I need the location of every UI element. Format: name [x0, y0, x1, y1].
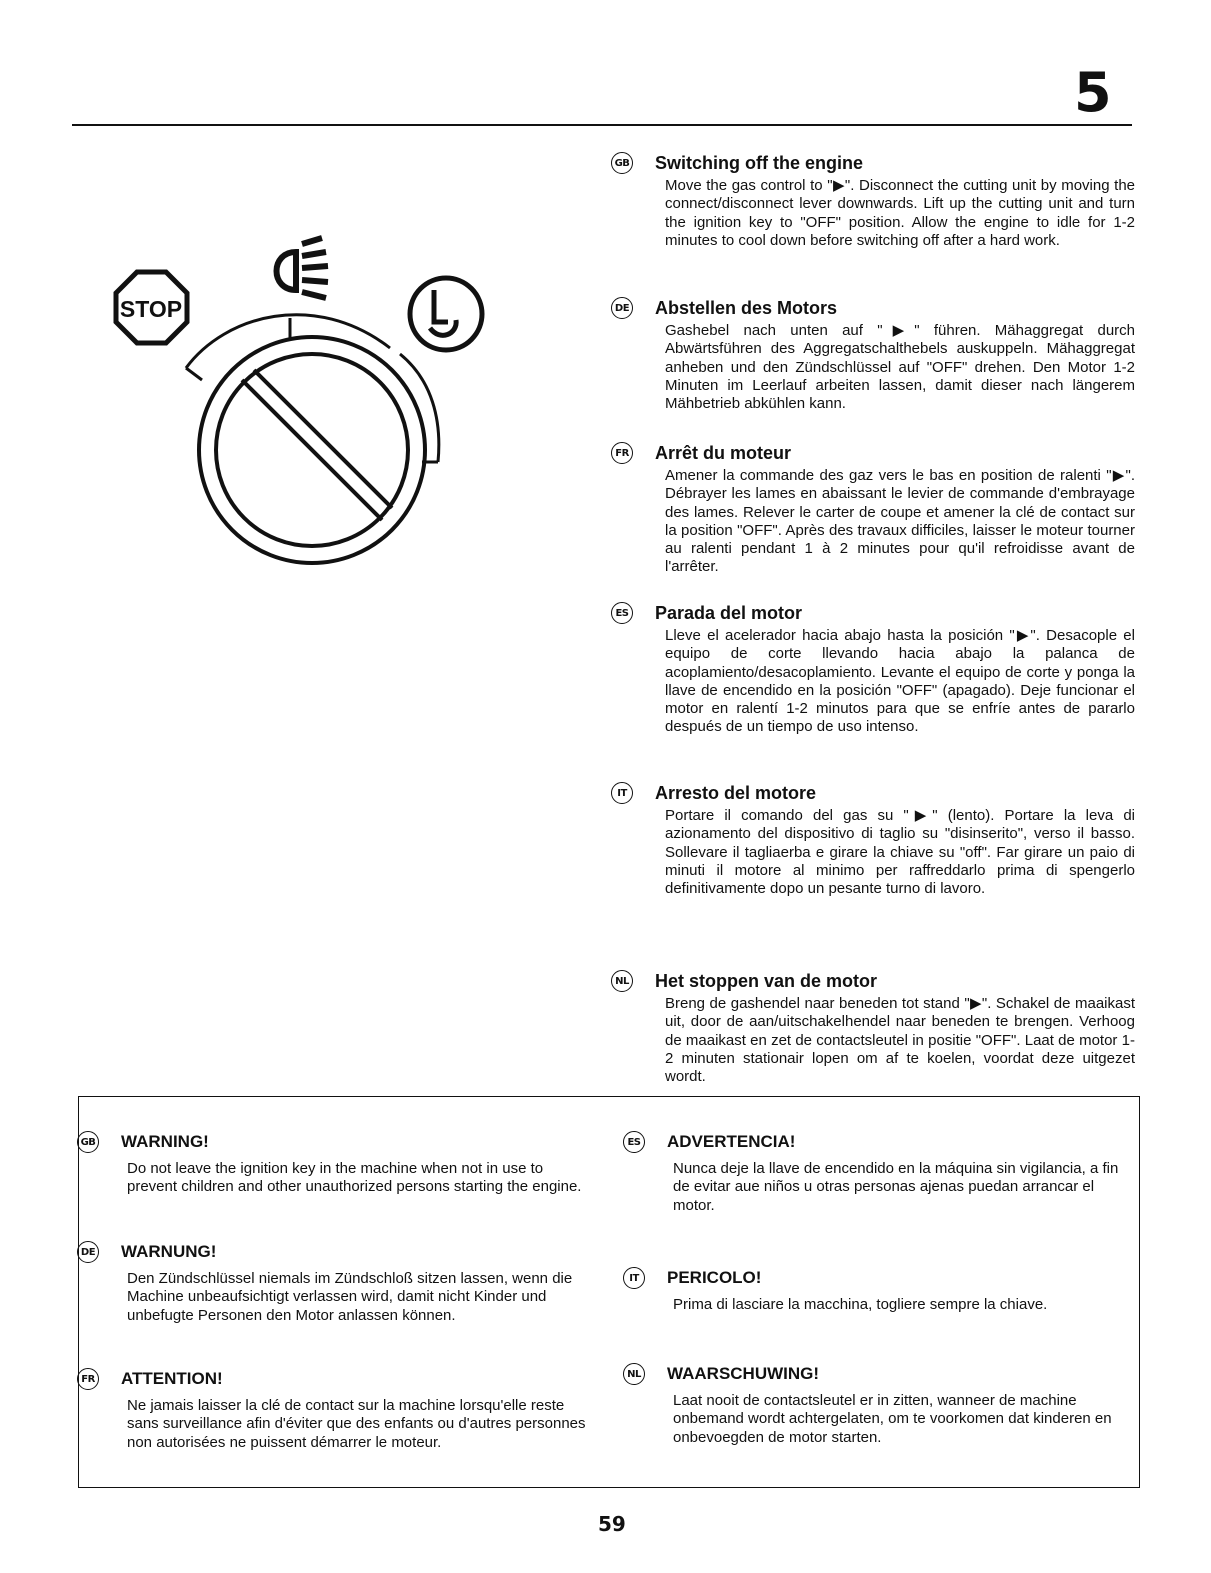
warning-title: ATTENTION!	[121, 1369, 223, 1388]
stop-label: STOP	[119, 296, 183, 322]
section-text: Gashebel nach unten auf "▶" führen. Mähaggregat durch Abwärtsführen des Aggregatschalthebels auskuppeln. Mähaggregat anheben und den Zündschlüssel auf "OFF" drehen. Den Motor 1-2 Minuten im Leerlauf arbeiten lassen, damit dieser nach längerem Mähbetrieb abkühlen kann.	[665, 322, 1135, 413]
section-es	[615, 600, 1135, 737]
switch-dial	[186, 315, 439, 563]
lang-it-icon: IT	[611, 782, 633, 804]
warning-text: Prima di lasciare la macchina, togliere sempre la chiave.	[673, 1296, 1048, 1313]
warning-it	[629, 1264, 1133, 1314]
chapter-number: 5	[1074, 61, 1112, 124]
section-text: Amener la commande des gaz vers le bas en position de ralenti "▶". Débrayer les lames en abaissant le levier de commande d'embrayage des lames. Relever le carter de coupe et amener la clé de contact sur la position "OFF". Après des travaux difficiles, laisser le moteur tourner au ralenti pendant 1 à 2 minutes pour qu'il refroidisse avant de l'arrêter.	[665, 467, 1135, 576]
section-title: Arrêt du moteur	[655, 442, 792, 463]
warning-title: WARNUNG!	[121, 1242, 217, 1261]
warning-title: ADVERTENCIA!	[667, 1132, 796, 1151]
ignition-switch-illustration	[100, 230, 500, 600]
warning-title: PERICOLO!	[667, 1268, 762, 1287]
section-text: Move the gas control to "▶". Disconnect the cutting unit by moving the connect/disconnect lever downwards. Lift up the cutting unit and turn the ignition key to "OFF" position. Allow the engine to idle for 1-2 minutes to cool down before switching off after a hard work.	[665, 177, 1135, 249]
lang-es-icon: ES	[623, 1131, 645, 1153]
warning-title: WARNING!	[121, 1132, 209, 1151]
headlight-icon	[277, 238, 329, 298]
lang-gb-icon: GB	[611, 152, 633, 174]
warning-de	[80, 1238, 587, 1325]
warning-nl	[627, 1360, 1133, 1447]
section-text: Breng de gashendel naar beneden tot stand "▶". Schakel de maaikast uit, door de aan/uitschakelhendel naar beneden te brengen. Verhoog de maaikast en zet de contactsleutel in positie "OFF". Laat de motor 1-2 minuten stationair lopen om af te koelen, voordat deze uitgezet wordt.	[665, 995, 1135, 1086]
section-text: Portare il comando del gas su "▶" (lento). Portare la leva di azionamento del dispositivo di taglio su "disinserito", verso il basso. Sollevare il tagliaerba e girare la chiave su "off". Far girare un paio di minuti il motore al minimo per raffreddarlo prima di spengerlo definitivamente dopo un pesante turno di lavoro.	[665, 807, 1135, 898]
lang-it-icon: IT	[623, 1267, 645, 1289]
stop-sign-icon	[116, 272, 187, 343]
lang-de-icon: DE	[611, 297, 633, 319]
lang-nl-icon: NL	[623, 1363, 645, 1385]
lang-gb-icon: GB	[77, 1131, 99, 1153]
warning-text: Nunca deje la llave de encendido en la máquina sin vigilancia, a fin de evitar aue niños u otras personas ajenas puedan arrancar el motor.	[673, 1160, 1119, 1214]
section-title: Switching off the engine	[655, 152, 863, 173]
section-nl	[615, 968, 1135, 1086]
section-title: Abstellen des Motors	[655, 297, 838, 318]
page-number: 59	[598, 1512, 626, 1536]
section-title: Het stoppen van de motor	[655, 970, 878, 991]
header-rule	[72, 124, 1132, 126]
section-fr	[615, 440, 1135, 577]
lang-fr-icon: FR	[611, 442, 633, 464]
section-title: Parada del motor	[655, 602, 803, 623]
lang-es-icon: ES	[611, 602, 633, 624]
warning-title: WAARSCHUWING!	[667, 1364, 820, 1383]
warning-text: Den Zündschlüssel niemals im Zündschloß sitzen lassen, wenn die Machine unbeaufsichtigt verlassen wird, damit nicht Kinder und unbefugte Personen den Motor anlassen können.	[127, 1270, 573, 1324]
warning-es	[627, 1128, 1133, 1215]
lang-de-icon: DE	[77, 1241, 99, 1263]
engine-start-icon	[410, 278, 482, 350]
lang-nl-icon: NL	[611, 970, 633, 992]
section-title: Arresto del motore	[655, 782, 817, 803]
section-gb	[614, 150, 1135, 250]
warning-text: Laat nooit de contactsleutel er in zitten, wanneer de machine onbemand wordt achtergelaten, om te voorkomen dat kinderen en onbevoegden de motor starten.	[673, 1392, 1112, 1446]
section-it	[617, 780, 1135, 898]
section-de	[614, 295, 1135, 413]
warning-gb	[80, 1128, 587, 1197]
lang-fr-icon: FR	[77, 1368, 99, 1390]
warning-text: Ne jamais laisser la clé de contact sur la machine lorsqu'elle reste sans surveillance afin d'éviter que des enfants ou d'autres personnes non autorisées ne puissent démarrer le moteur.	[127, 1397, 586, 1451]
warning-text: Do not leave the ignition key in the machine when not in use to prevent children and other unauthorized persons starting the engine.	[127, 1160, 582, 1196]
section-text: Lleve el acelerador hacia abajo hasta la posición "▶". Desacople el equipo de corte llevando hacia abajo la palanca de acoplamiento/desacoplamiento. Levante el equipo de corte y ponga la llave de encendido en la posición "OFF" (apagado). Deje funcionar el motor en ralentí 1-2 minutos para que se enfríe antes de pararlo después de un tiempo de uso intenso.	[665, 627, 1135, 736]
warning-fr	[81, 1365, 587, 1452]
